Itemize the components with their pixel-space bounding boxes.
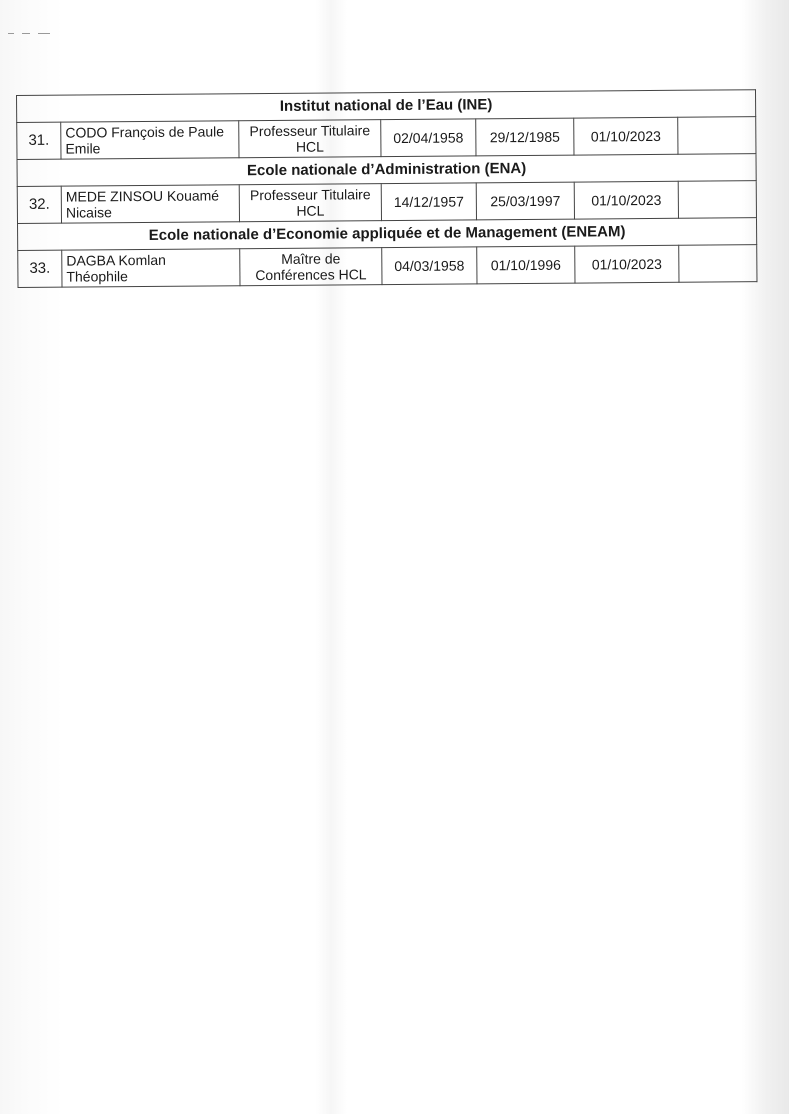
retirement-table <box>16 89 758 288</box>
hire-date: 25/03/1997 <box>476 182 574 220</box>
staff-grade-line: Conférences HCL <box>255 266 367 284</box>
staff-grade <box>240 248 382 286</box>
table-row <box>17 117 756 160</box>
observation <box>678 117 756 155</box>
staff-grade <box>239 120 381 158</box>
row-number: 32. <box>17 186 61 223</box>
hire-date: 29/12/1985 <box>476 118 574 156</box>
staff-grade-line: Professeur Titulaire <box>249 122 371 140</box>
observation <box>679 245 757 283</box>
retirement-date: 01/10/2023 <box>575 245 679 283</box>
table-row <box>17 181 756 224</box>
staff-name <box>61 121 239 159</box>
birth-date: 02/04/1958 <box>381 119 476 157</box>
staff-grade-line: Professeur Titulaire <box>249 186 371 204</box>
staff-name <box>62 249 240 287</box>
retirement-date: 01/10/2023 <box>574 117 678 155</box>
staff-name-line: Emile <box>65 140 101 157</box>
staff-name-line: MEDE ZINSOU Kouamé <box>65 187 220 205</box>
staff-grade <box>239 184 381 222</box>
staff-name-line: CODO François de Paule <box>65 123 225 141</box>
staff-grade-line: HCL <box>295 138 324 155</box>
staff-grade-line: Maître de <box>281 250 341 267</box>
birth-date: 04/03/1958 <box>382 247 477 285</box>
staff-name <box>61 185 239 223</box>
birth-date: 14/12/1957 <box>381 183 476 221</box>
hire-date: 01/10/1996 <box>477 246 575 284</box>
table-row <box>18 245 757 288</box>
section-title: Institut national de l’Eau (INE) <box>17 90 756 123</box>
row-number: 31. <box>17 122 61 159</box>
staff-grade-line: HCL <box>296 202 325 219</box>
retirement-date: 01/10/2023 <box>574 181 678 219</box>
staff-name-line: Nicaise <box>65 204 112 221</box>
row-number: 33. <box>18 250 62 287</box>
staff-name-line: Théophile <box>66 268 128 285</box>
scan-artifact <box>8 30 56 36</box>
section-title: Ecole nationale d’Administration (ENA) <box>17 154 756 187</box>
observation <box>678 181 756 219</box>
section-title: Ecole nationale d’Economie appliquée et de Management (ENEAM) <box>18 218 757 251</box>
staff-name-line: DAGBA Komlan <box>66 251 166 269</box>
